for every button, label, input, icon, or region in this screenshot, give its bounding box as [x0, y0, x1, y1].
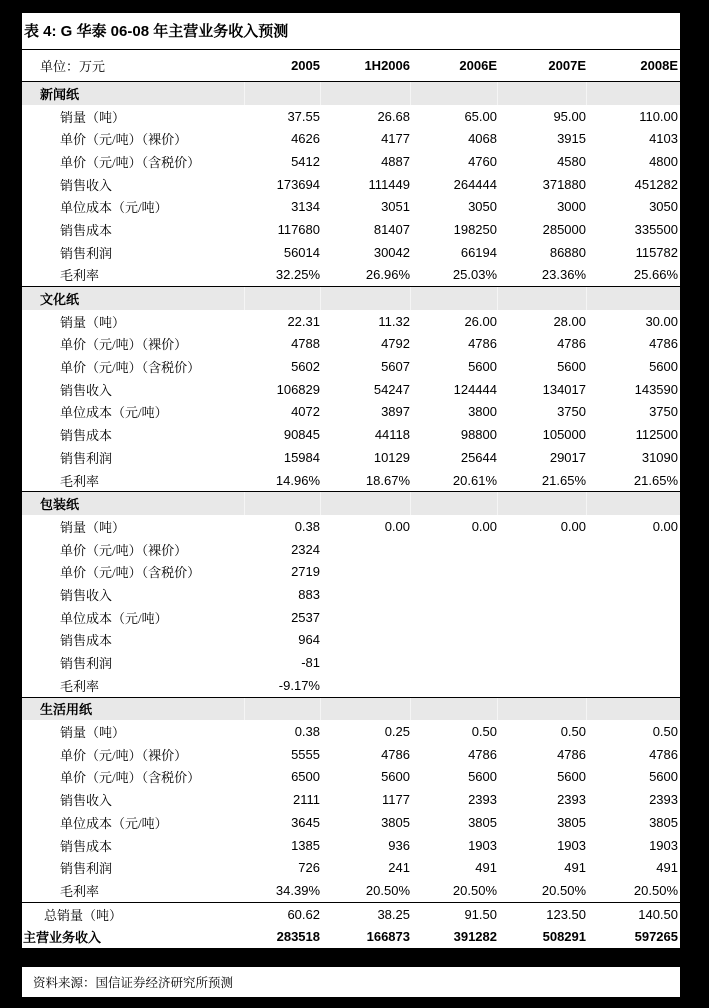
row-label: 毛利率 [60, 678, 100, 694]
cell-value: 26.00 [464, 313, 497, 329]
cell-value: 30042 [373, 244, 410, 260]
row-label: 毛利率 [60, 268, 100, 284]
cell-value: 4786 [468, 746, 497, 762]
cell-value: 2719 [291, 564, 320, 580]
cell-value: 0.00 [652, 518, 678, 534]
cell-value: 18.67% [365, 472, 410, 488]
cell-value: 3805 [468, 814, 497, 830]
cell-value: 143590 [634, 381, 678, 397]
row-label: 销售利润 [60, 245, 113, 261]
data-row [22, 378, 680, 401]
cell-value: 65.00 [464, 108, 497, 124]
row-label: 销售收入 [60, 793, 113, 809]
cell-value [410, 629, 497, 652]
cell-value: 0.50 [652, 724, 678, 740]
cell-value: 3915 [557, 131, 586, 147]
cell-value: 98800 [460, 427, 497, 443]
data-row [22, 333, 680, 356]
cell-value [320, 560, 410, 583]
section-empty-cell [244, 82, 320, 105]
cell-value: 5607 [381, 359, 410, 375]
row-label: 销售成本 [60, 428, 113, 444]
cell-value: 10129 [373, 449, 410, 465]
cell-value: 105000 [542, 427, 586, 443]
cell-value [320, 538, 410, 561]
section-empty-cell [497, 82, 586, 105]
cell-value: 5600 [381, 769, 410, 785]
cell-value: 5412 [291, 153, 320, 169]
cell-value: 134017 [542, 381, 586, 397]
cell-value: 4760 [468, 153, 497, 169]
cell-value: 451282 [634, 176, 678, 192]
cell-value: 2324 [291, 541, 320, 557]
cell-value [410, 651, 497, 674]
data-row [22, 195, 680, 218]
section-header-row [22, 287, 680, 310]
cell-value [586, 651, 680, 674]
cell-value: 25.03% [452, 267, 497, 283]
cell-value [320, 651, 410, 674]
cell-value: 0.00 [471, 518, 497, 534]
cell-value: 6500 [291, 769, 320, 785]
row-label: 单价（元/吨）（含税价） [60, 360, 201, 376]
cell-value: 4786 [468, 336, 497, 352]
section-empty-cell [244, 287, 320, 310]
row-label: 销售成本 [60, 222, 113, 238]
data-row [22, 766, 680, 789]
cell-value: 5600 [557, 359, 586, 375]
cell-value: 3000 [557, 199, 586, 215]
section-name: 新闻纸 [22, 82, 244, 105]
row-label: 单价（元/吨）（裸价） [60, 132, 188, 148]
row-label: 销售收入 [60, 382, 113, 398]
data-row [22, 674, 680, 697]
section-empty-cell [410, 697, 497, 720]
source-text: 资料来源：国信证券经济研究所预测 [33, 976, 234, 990]
cell-value: 30.00 [645, 313, 678, 329]
data-row [22, 150, 680, 173]
cell-value [586, 560, 680, 583]
row-label: 单位成本（元/吨） [60, 405, 168, 421]
section-empty-cell [497, 492, 586, 515]
data-row [22, 423, 680, 446]
section-empty-cell [244, 492, 320, 515]
cell-value: 86880 [549, 244, 586, 260]
section-empty-cell [410, 82, 497, 105]
cell-value: 4800 [649, 153, 678, 169]
cell-value: 4177 [381, 131, 410, 147]
data-row [22, 788, 680, 811]
cell-value: 3750 [557, 404, 586, 420]
cell-value: 20.50% [633, 882, 678, 898]
row-label: 主营业务收入 [22, 925, 244, 949]
data-row [22, 651, 680, 674]
cell-value: 111449 [368, 176, 410, 192]
data-row [22, 355, 680, 378]
data-row [22, 538, 680, 561]
cell-value: 4786 [557, 336, 586, 352]
cell-value: 371880 [542, 176, 586, 192]
data-row [22, 218, 680, 241]
cell-value: 124444 [453, 381, 497, 397]
section-empty-cell [497, 697, 586, 720]
section-empty-cell [497, 287, 586, 310]
cell-value: 106829 [276, 381, 320, 397]
row-label: 单价（元/吨）（裸价） [60, 747, 188, 763]
cell-value: 0.25 [384, 724, 410, 740]
section-empty-cell [320, 492, 410, 515]
table-title: 表 4: G 华泰 06-08 年主营业务收入预测 [22, 13, 680, 50]
section-empty-cell [244, 697, 320, 720]
cell-value: 4786 [381, 746, 410, 762]
cell-value: 34.39% [275, 882, 320, 898]
header-row [22, 50, 680, 82]
cell-value [320, 606, 410, 629]
data-row [22, 105, 680, 128]
cell-value: 32.25% [275, 267, 320, 283]
cell-value: 3645 [291, 814, 320, 830]
cell-value [497, 583, 586, 606]
cell-value: 21.65% [541, 472, 586, 488]
cell-value: 4786 [557, 746, 586, 762]
cell-value: 0.50 [471, 724, 497, 740]
row-label: 销售成本 [60, 633, 113, 649]
cell-value [410, 606, 497, 629]
source-note-bar [22, 967, 680, 997]
cell-value: -9.17% [278, 677, 320, 693]
row-label: 销量（吨） [60, 314, 126, 330]
cell-value: 91.50 [410, 902, 497, 925]
column-header-1h2006: 1H2006 [364, 58, 410, 73]
cell-value: 0.50 [560, 724, 586, 740]
data-row [22, 127, 680, 150]
cell-value: 285000 [542, 221, 586, 237]
cell-value: 3897 [381, 404, 410, 420]
data-row [22, 401, 680, 424]
cell-value [586, 629, 680, 652]
row-label: 销售利润 [60, 450, 113, 466]
cell-value [497, 674, 586, 697]
section-name: 包装纸 [22, 492, 244, 515]
section-empty-cell [586, 492, 680, 515]
cell-value: 1177 [382, 792, 410, 808]
data-row [22, 241, 680, 264]
column-header-2006e: 2006E [459, 58, 497, 73]
data-row [22, 560, 680, 583]
row-label: 销售成本 [60, 838, 113, 854]
data-row [22, 173, 680, 196]
cell-value: 20.50% [365, 882, 410, 898]
row-label: 毛利率 [60, 473, 100, 489]
cell-value: 5600 [468, 359, 497, 375]
cell-value: 597265 [586, 925, 680, 949]
total-quantity-row [22, 902, 680, 925]
cell-value: 5600 [557, 769, 586, 785]
section-header-row [22, 492, 680, 515]
row-label: 销售利润 [60, 656, 113, 672]
cell-value [497, 651, 586, 674]
cell-value: 3050 [468, 199, 497, 215]
section-empty-cell [320, 697, 410, 720]
cell-value: 0.00 [384, 518, 410, 534]
cell-value: 112500 [635, 427, 678, 443]
cell-value: 4788 [291, 336, 320, 352]
cell-value: 173694 [276, 176, 320, 192]
cell-value [320, 674, 410, 697]
cell-value: 1385 [291, 837, 320, 853]
data-row [22, 720, 680, 743]
cell-value [410, 674, 497, 697]
cell-value [410, 583, 497, 606]
column-header-2005: 2005 [291, 58, 320, 73]
table-body [22, 82, 680, 950]
cell-value: 0.00 [560, 518, 586, 534]
cell-value: 2393 [557, 792, 586, 808]
cell-value: 5600 [468, 769, 497, 785]
cell-value: 44118 [374, 427, 410, 443]
cell-value: 491 [564, 860, 586, 876]
cell-value: 23.36% [541, 267, 586, 283]
section-empty-cell [410, 492, 497, 515]
data-row [22, 583, 680, 606]
cell-value: 28.00 [553, 313, 586, 329]
cell-value: 883 [298, 586, 320, 602]
cell-value: 335500 [634, 221, 678, 237]
cell-value: 5602 [291, 359, 320, 375]
cell-value: 964 [298, 632, 320, 648]
cell-value: 508291 [497, 925, 586, 949]
forecast-table-panel [22, 13, 680, 951]
row-label: 销量（吨） [60, 725, 126, 741]
cell-value: 123.50 [497, 902, 586, 925]
cell-value [320, 583, 410, 606]
row-label: 单位成本（元/吨） [60, 200, 168, 216]
section-empty-cell [586, 287, 680, 310]
cell-value: 3051 [381, 199, 410, 215]
cell-value: 4103 [649, 131, 678, 147]
cell-value: 3800 [468, 404, 497, 420]
cell-value: 3750 [649, 404, 678, 420]
data-row [22, 834, 680, 857]
cell-value: 2111 [293, 792, 320, 808]
data-row [22, 264, 680, 287]
cell-value [497, 538, 586, 561]
data-row [22, 310, 680, 333]
cell-value: 31090 [641, 449, 678, 465]
row-label: 销量（吨） [60, 519, 126, 535]
section-name: 生活用纸 [22, 697, 244, 720]
cell-value: 11.32 [378, 313, 410, 329]
data-row [22, 629, 680, 652]
cell-value [586, 606, 680, 629]
cell-value: 20.61% [452, 472, 497, 488]
section-empty-cell [586, 697, 680, 720]
cell-value [410, 560, 497, 583]
row-label: 销售利润 [60, 861, 113, 877]
cell-value: 241 [388, 860, 410, 876]
cell-value: 21.65% [633, 472, 678, 488]
cell-value: 198250 [453, 221, 497, 237]
row-label: 单位成本（元/吨） [60, 610, 168, 626]
cell-value: 115782 [635, 244, 678, 260]
cell-value: 22.31 [287, 313, 320, 329]
data-row [22, 811, 680, 834]
cell-value: 20.50% [452, 882, 497, 898]
cell-value: 66194 [460, 244, 497, 260]
cell-value: 5555 [291, 746, 320, 762]
cell-value: 5600 [649, 359, 678, 375]
cell-value: 56014 [283, 244, 320, 260]
cell-value: 936 [388, 837, 410, 853]
cell-value: 90845 [283, 427, 320, 443]
row-label: 单价（元/吨）（含税价） [60, 565, 201, 581]
cell-value: 29017 [549, 449, 586, 465]
cell-value [320, 629, 410, 652]
cell-value: 166873 [320, 925, 410, 949]
cell-value: 110.00 [639, 108, 678, 124]
data-row [22, 743, 680, 766]
row-label: 单位成本（元/吨） [60, 815, 168, 831]
row-label: 销售收入 [60, 177, 113, 193]
cell-value: 2393 [649, 792, 678, 808]
cell-value [410, 538, 497, 561]
main-revenue-row [22, 925, 680, 949]
cell-value: 3050 [649, 199, 678, 215]
section-empty-cell [586, 82, 680, 105]
data-row [22, 515, 680, 538]
cell-value: 3805 [381, 814, 410, 830]
cell-value: 5600 [649, 769, 678, 785]
cell-value: 283518 [244, 925, 320, 949]
section-empty-cell [320, 82, 410, 105]
cell-value: 26.68 [377, 108, 410, 124]
cell-value: 25.66% [633, 267, 678, 283]
cell-value: 117680 [277, 221, 320, 237]
cell-value: 1903 [649, 837, 678, 853]
cell-value: 14.96% [275, 472, 320, 488]
cell-value: 4626 [291, 131, 320, 147]
section-empty-cell [410, 287, 497, 310]
row-label: 销量（吨） [60, 109, 126, 125]
cell-value: 2537 [291, 609, 320, 625]
cell-value: 4786 [649, 746, 678, 762]
cell-value: 0.38 [294, 724, 320, 740]
row-label: 单价（元/吨）（裸价） [60, 337, 188, 353]
row-label: 毛利率 [60, 883, 100, 899]
cell-value: 264444 [453, 176, 497, 192]
cell-value [497, 606, 586, 629]
cell-value: 25644 [460, 449, 497, 465]
row-label: 单价（元/吨）（裸价） [60, 542, 188, 558]
cell-value: 3134 [291, 199, 320, 215]
cell-value: 26.96% [365, 267, 410, 283]
forecast-table [22, 50, 680, 951]
cell-value: 726 [298, 860, 320, 876]
data-row [22, 446, 680, 469]
section-header-row [22, 697, 680, 720]
cell-value: 15984 [283, 449, 320, 465]
cell-value: 4792 [381, 336, 410, 352]
cell-value: 4068 [468, 131, 497, 147]
column-header-2008e: 2008E [640, 58, 678, 73]
cell-value [586, 538, 680, 561]
cell-value: -81 [301, 655, 320, 671]
cell-value: 1903 [557, 837, 586, 853]
cell-value [497, 560, 586, 583]
cell-value: 0.38 [294, 518, 320, 534]
cell-value: 391282 [410, 925, 497, 949]
section-empty-cell [320, 287, 410, 310]
row-label: 单价（元/吨）（含税价） [60, 770, 201, 786]
cell-value: 1903 [468, 837, 497, 853]
cell-value: 37.55 [287, 108, 320, 124]
cell-value: 20.50% [541, 882, 586, 898]
cell-value: 60.62 [244, 902, 320, 925]
cell-value: 2393 [468, 792, 497, 808]
cell-value: 491 [656, 860, 678, 876]
unit-label: 单位：万元 [40, 59, 106, 74]
cell-value: 3805 [649, 814, 678, 830]
row-label: 总销量（吨） [22, 902, 244, 925]
cell-value: 95.00 [553, 108, 586, 124]
section-name: 文化纸 [22, 287, 244, 310]
cell-value: 54247 [373, 381, 410, 397]
cell-value [586, 674, 680, 697]
data-row [22, 856, 680, 879]
cell-value: 3805 [557, 814, 586, 830]
cell-value: 38.25 [320, 902, 410, 925]
section-header-row [22, 82, 680, 105]
cell-value: 4580 [557, 153, 586, 169]
row-label: 单价（元/吨）（含税价） [60, 154, 201, 170]
cell-value: 81407 [373, 221, 410, 237]
cell-value [497, 629, 586, 652]
cell-value: 4887 [381, 153, 410, 169]
column-header-2007e: 2007E [548, 58, 586, 73]
cell-value: 140.50 [586, 902, 680, 925]
cell-value: 4072 [291, 404, 320, 420]
data-row [22, 879, 680, 902]
row-label: 销售收入 [60, 587, 113, 603]
cell-value [586, 583, 680, 606]
cell-value: 4786 [649, 336, 678, 352]
data-row [22, 469, 680, 492]
cell-value: 491 [475, 860, 497, 876]
data-row [22, 606, 680, 629]
